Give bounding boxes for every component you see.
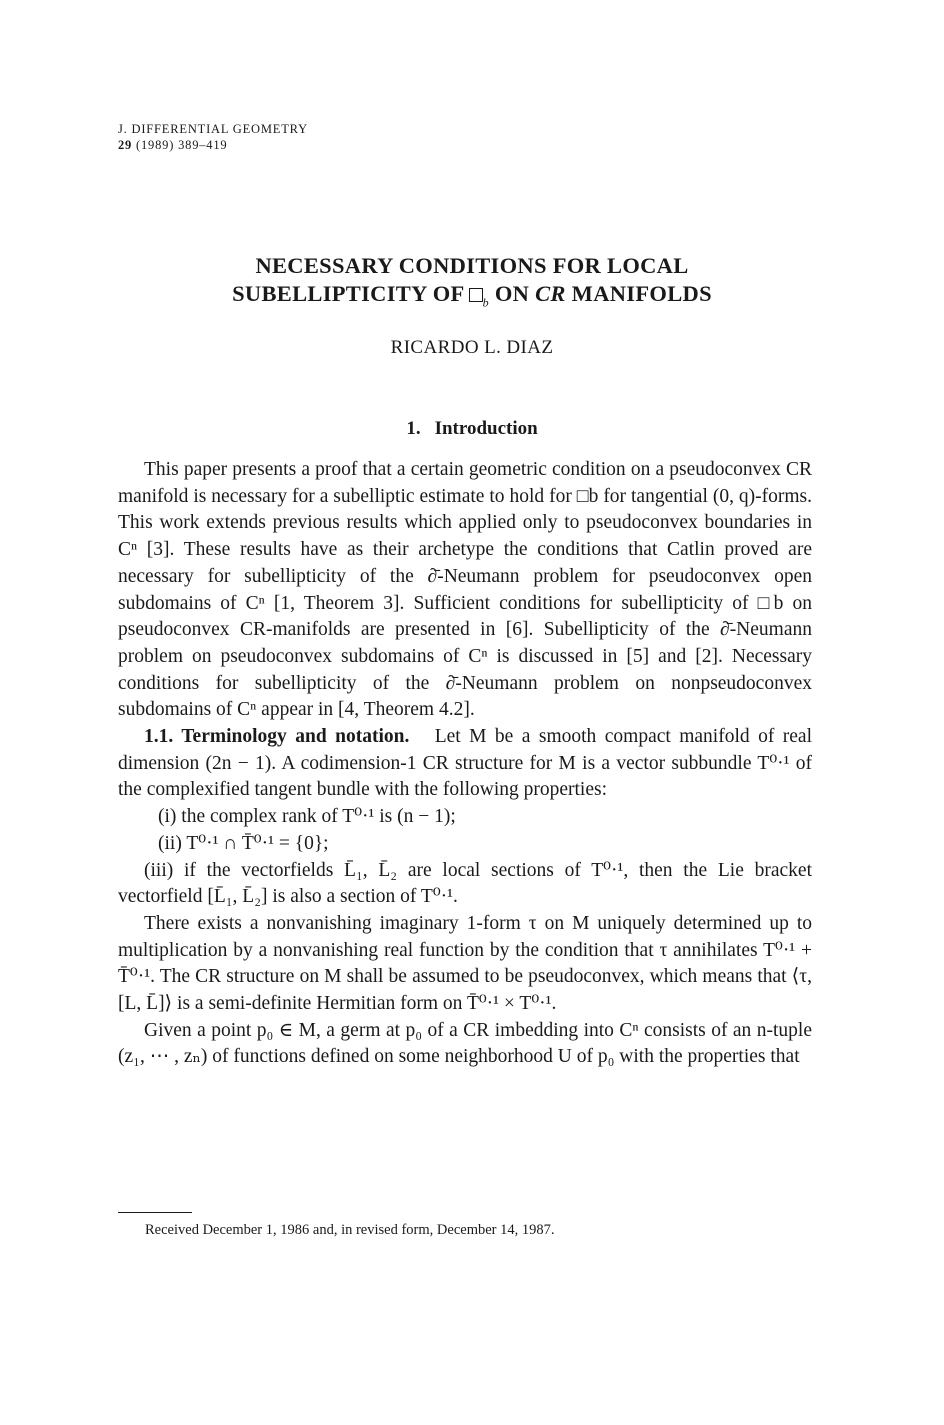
germ-paragraph: Given a point p₀ ∈ M, a germ at p₀ of a CR imbedding into Cⁿ consists of an n-tuple (z₁, ⋯ , zₙ) of functions defined on some neighborhood U of p₀ with the properties that xyxy=(118,1019,812,1068)
title-line-2 xyxy=(0,280,944,317)
title-line-2-cr: CR xyxy=(535,281,566,306)
box-operator-icon xyxy=(469,288,483,302)
title-line-2-b: ON xyxy=(494,281,530,306)
box-subscript: b xyxy=(482,295,489,310)
title-line-1: NECESSARY CONDITIONS FOR LOCAL xyxy=(255,253,689,278)
author: RICARDO L. DIAZ xyxy=(390,337,554,358)
paper-title xyxy=(0,252,944,317)
footnote-rule xyxy=(118,1212,192,1213)
property-item-3: (iii) if the vectorfields L̄₁, L̄₂ are local sections of T⁰·¹, then the Lie bracket vectorfield [L̄₁, L̄₂] is also a section of T⁰·¹. xyxy=(118,859,812,908)
property-item-2: (ii) T⁰·¹ ∩ T̄⁰·¹ = {0}; xyxy=(158,832,329,854)
journal-header xyxy=(118,121,308,153)
journal-year-pages: (1989) 389–419 xyxy=(136,138,228,152)
property-item-1: (i) the complex rank of T⁰·¹ is (n − 1); xyxy=(158,806,456,828)
journal-volume-line xyxy=(118,137,308,153)
section-title: Introduction xyxy=(434,418,538,439)
section-heading xyxy=(0,418,944,440)
title-line-2-c: MANIFOLDS xyxy=(571,281,712,306)
journal-name: J. DIFFERENTIAL GEOMETRY xyxy=(118,122,308,136)
footnote: Received December 1, 1986 and, in revised form, December 14, 1987. xyxy=(145,1222,555,1238)
terminology-paragraph xyxy=(118,724,812,804)
oneform-paragraph: There exists a nonvanishing imaginary 1-form τ on M uniquely determined up to multiplication by a nonvanishing real function by the condition that τ annihilates T⁰·¹ + T̄⁰·¹. The CR structure on M shall be assumed to be pseudoconvex, which means that ⟨τ, [L, L̄]⟩ is a semi-definite Hermitian form on T̄⁰·¹ × T⁰·¹. xyxy=(118,912,812,1015)
subsection-heading: 1.1. Terminology and notation. xyxy=(144,726,410,748)
terminology-text: Let M be a smooth compact manifold of real dimension (2n − 1). A codimension-1 CR structure for M is a vector subbundle T⁰·¹ of the complexified tangent bundle with the following properties: xyxy=(118,726,812,801)
body-text xyxy=(118,457,812,1071)
journal-volume: 29 xyxy=(118,138,133,152)
intro-paragraph: This paper presents a proof that a certain geometric condition on a pseudoconvex CR manifold is necessary for a subelliptic estimate to hold for □b for tangential (0, q)-forms. This work extends previous results which applied only to pseudoconvex boundaries in Cⁿ [3]. These results have as their archetype the conditions that Catlin proved are necessary for subellipticity of the ∂̄-Neumann problem for pseudoconvex open subdomains of Cⁿ [1, Theorem 3]. Sufficient conditions for subellipticity of □b on pseudoconvex CR-manifolds are presented in [6]. Subellipticity of the ∂̄-Neumann problem on pseudoconvex subdomains of Cⁿ is discussed in [5] and [2]. Necessary conditions for subellipticity of the ∂̄-Neumann problem on nonpseudoconvex subdomains of Cⁿ appear in [4, Theorem 4.2]. xyxy=(118,459,812,721)
section-number: 1. xyxy=(406,418,421,439)
title-line-2-a: SUBELLIPTICITY OF xyxy=(232,281,465,306)
